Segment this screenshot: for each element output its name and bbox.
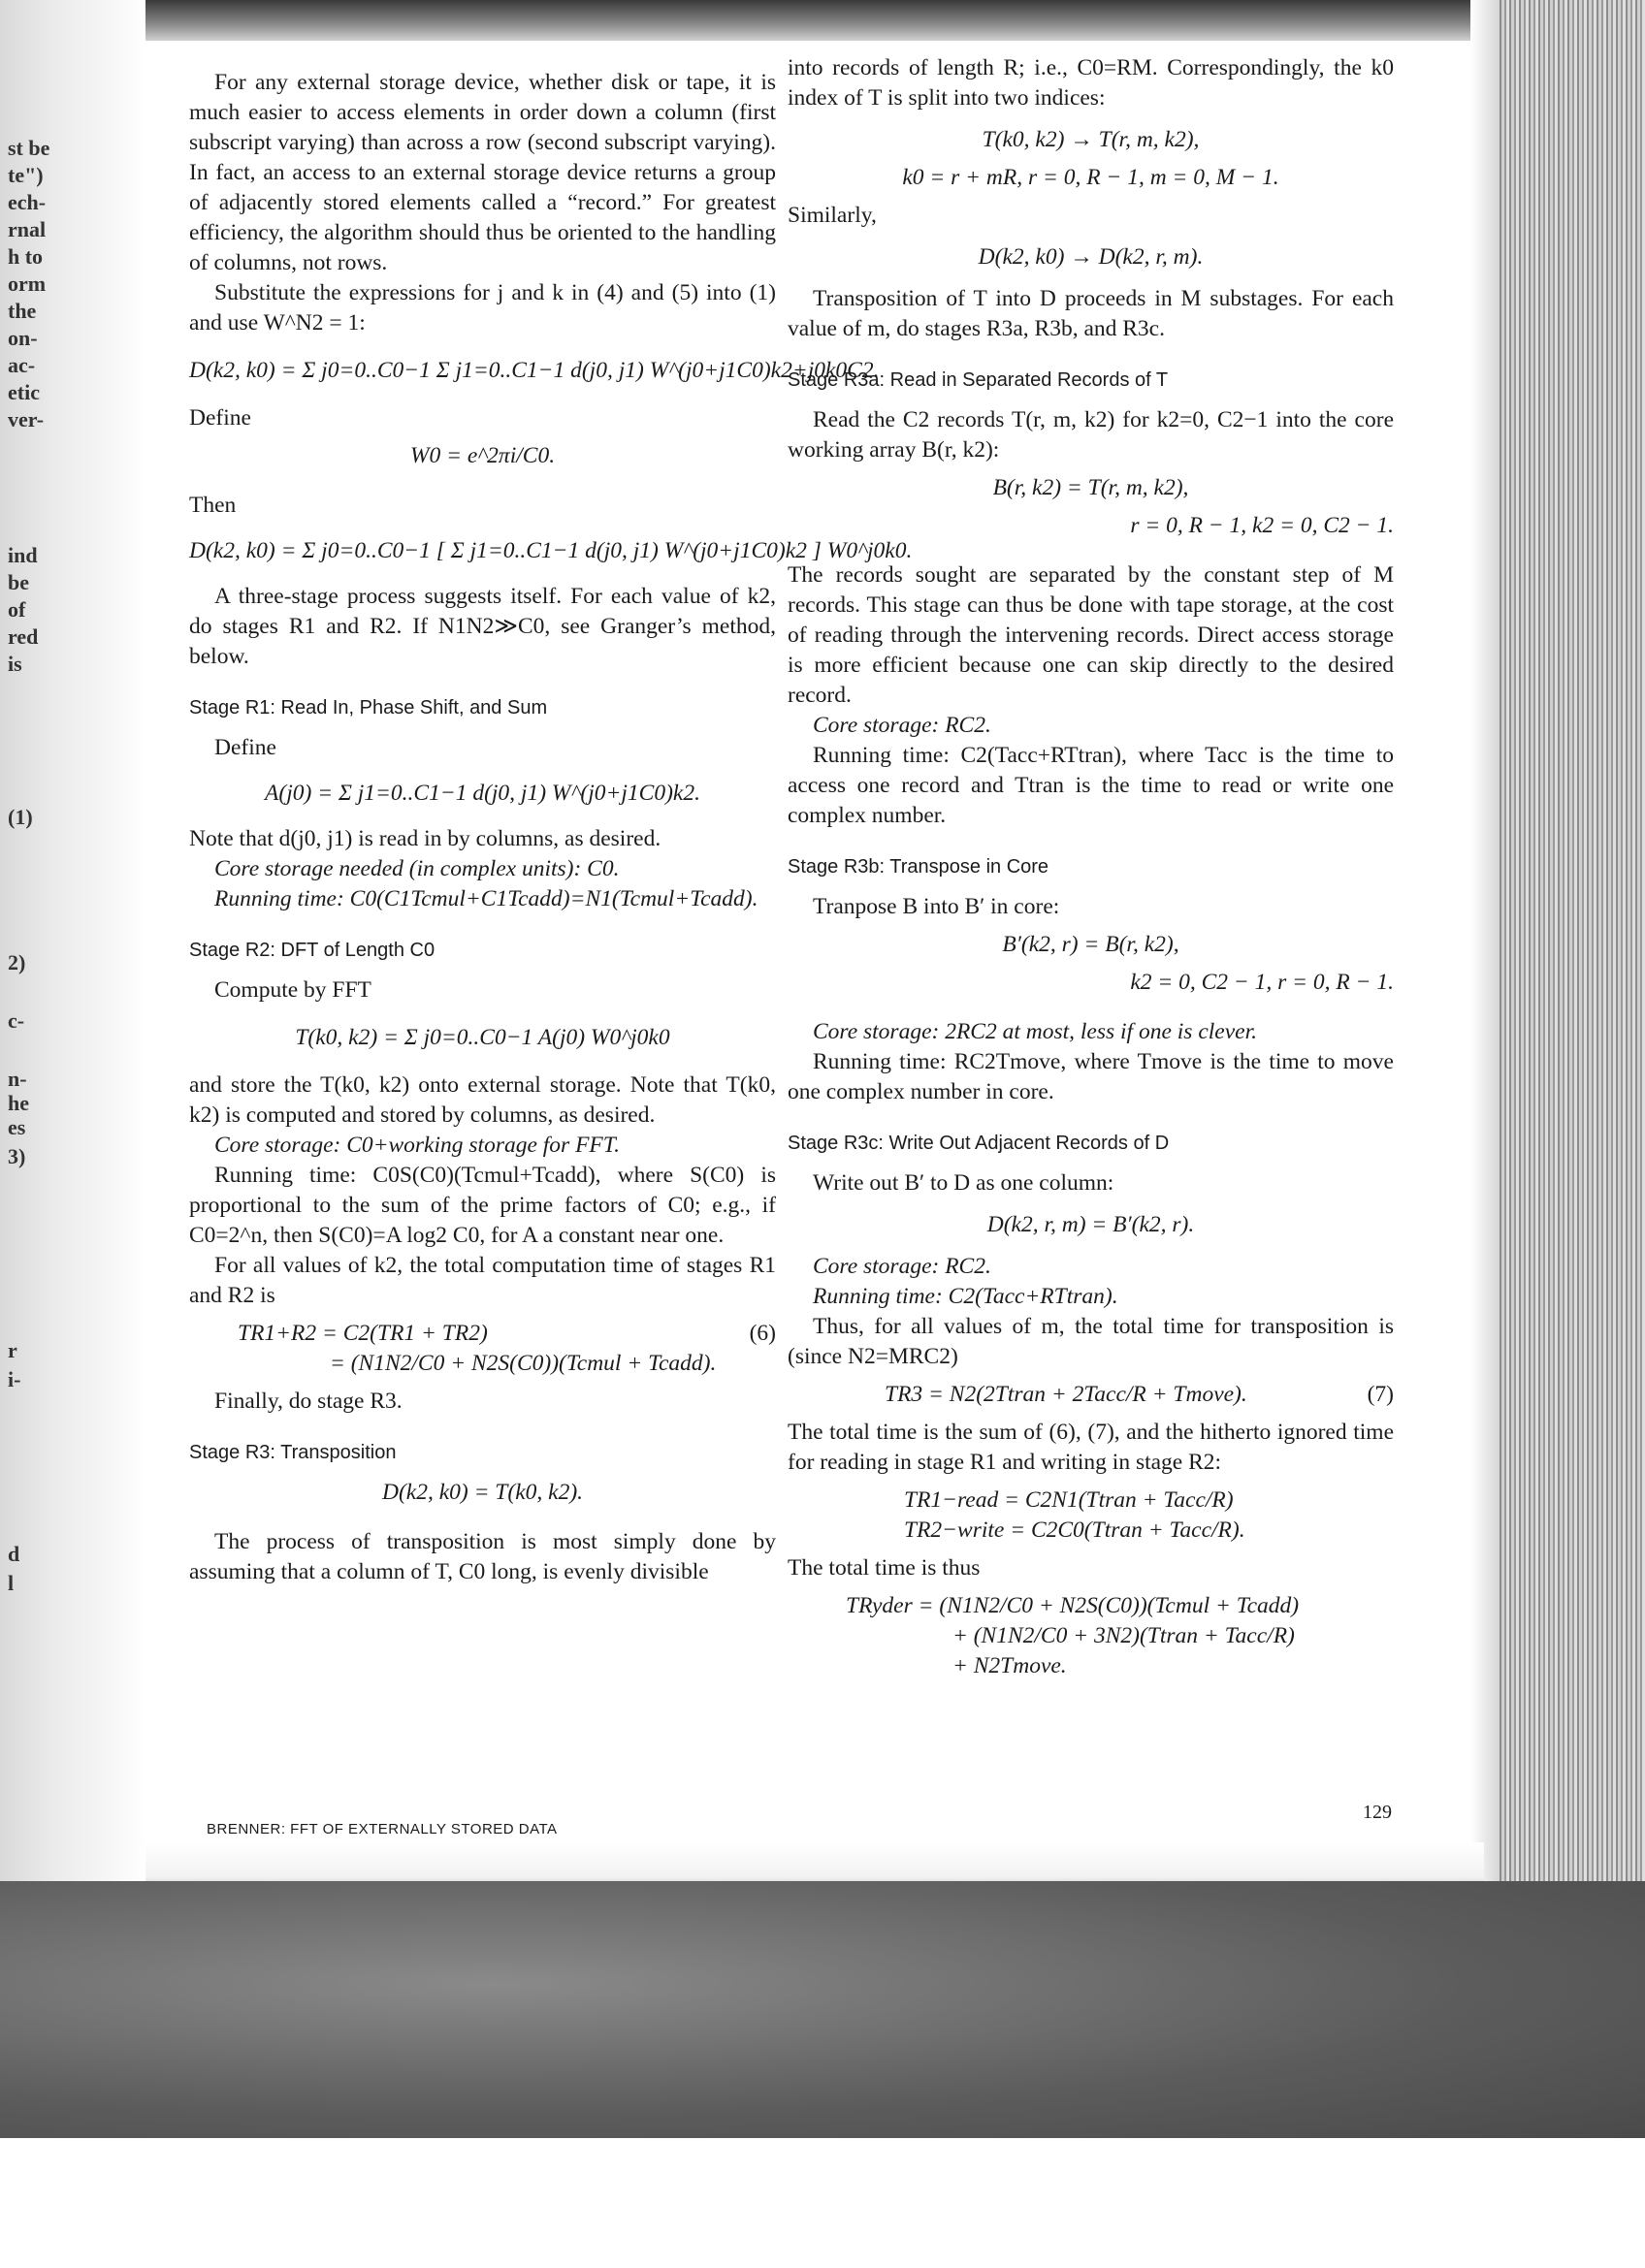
paragraph: Running time: C0S(C0)(Tcmul+Tcadd), where S(C0) is proportional to the sum of the prime factors of C0; e.g., if C0=2^n, then S(C0)=A log2 C0, for A a constant near one.: [189, 1163, 776, 1248]
paragraph: Similarly,: [788, 203, 877, 228]
equation: D(k2, k0) = T(k0, k2).: [381, 1480, 584, 1505]
margin-fragment: (1): [8, 805, 33, 829]
paragraph: Core storage: RC2.: [813, 713, 991, 738]
paragraph: Core storage: 2RC2 at most, less if one is clever.: [813, 1019, 1257, 1044]
equation: T(k0, k2) = Σ j0=0..C0−1 A(j0) W0^j0k0: [295, 1025, 670, 1050]
margin-fragment: etic: [8, 380, 40, 404]
equation: W0 = e^2πi/C0.: [409, 443, 556, 468]
margin-fragment: ind: [8, 543, 38, 567]
margin-fragment: he: [8, 1091, 29, 1115]
section-heading: Stage R3a: Read in Separated Records of T: [788, 369, 1169, 391]
margin-fragment: l: [8, 1571, 15, 1595]
page-number: 129: [1363, 1802, 1392, 1823]
equation: B(r, k2) = T(r, m, k2),: [992, 475, 1189, 500]
paragraph: and store the T(k0, k2) onto external storage. Note that T(k0, k2) is computed and stored by columns, as desired.: [189, 1072, 776, 1128]
equation: D(k2, r, m) = B′(k2, r).: [986, 1212, 1195, 1237]
margin-fragment: 2): [8, 950, 26, 974]
margin-fragment: be: [8, 570, 29, 594]
paragraph: Define: [214, 735, 276, 760]
margin-fragment: 3): [8, 1144, 26, 1168]
paragraph: Define: [189, 405, 251, 431]
margin-fragment: h to: [8, 244, 44, 269]
equation-block: [904, 1485, 1394, 1546]
equation: D(k2, k0) = Σ j0=0..C0−1 [ Σ j1=0..C1−1 d(j0, j1) W^(j0+j1C0)k2 ] W0^j0k0.: [189, 538, 913, 563]
equation: TRyder = (N1N2/C0 + N2S(C0))(Tcmul + Tcadd): [846, 1593, 1300, 1618]
paragraph: Then: [189, 493, 237, 518]
paragraph: Note that d(j0, j1) is read in by columns, as desired.: [189, 826, 661, 851]
equation: D(k2, k0) → D(k2, r, m).: [978, 244, 1204, 270]
equation: + (N1N2/C0 + 3N2)(Ttran + Tacc/R): [952, 1623, 1295, 1648]
paragraph: A three-stage process suggests itself. For each value of k2, do stages R1 and R2. If N1N2≫C0, see Granger’s method, below.: [189, 584, 776, 669]
margin-fragment: st be: [8, 136, 50, 160]
section-heading: Stage R2: DFT of Length C0: [189, 940, 435, 961]
paragraph: Thus, for all values of m, the total time for transposition is (since N2=MRC2): [788, 1314, 1394, 1369]
margin-fragment: c-: [8, 1008, 25, 1033]
running-head: BRENNER: FFT OF EXTERNALLY STORED DATA: [207, 1821, 558, 1837]
paragraph: The process of transposition is most simply done by assuming that a column of T, C0 long, is evenly divisible: [189, 1529, 776, 1584]
margin-fragment: on-: [8, 326, 38, 350]
margin-fragment: of: [8, 597, 26, 622]
margin-fragment: is: [8, 652, 22, 676]
paragraph: into records of length R; i.e., C0=RM. Correspondingly, the k0 index of T is split into two indices:: [788, 55, 1394, 111]
margin-fragment: ac-: [8, 353, 36, 377]
section-heading: Stage R1: Read In, Phase Shift, and Sum: [189, 697, 548, 719]
equation: B′(k2, r) = B(r, k2),: [1002, 932, 1179, 957]
paragraph: Substitute the expressions for j and k in (4) and (5) into (1) and use W^N2 = 1:: [189, 280, 776, 335]
equation-block: [238, 1319, 776, 1379]
paragraph: Compute by FFT: [214, 977, 371, 1003]
equation: = (N1N2/C0 + N2S(C0))(Tcmul + Tcadd).: [330, 1351, 717, 1376]
paragraph: For all values of k2, the total computation time of stages R1 and R2 is: [189, 1253, 776, 1308]
paragraph: Transposition of T into D proceeds in M substages. For each value of m, do stages R3a, R3b, and R3c.: [788, 286, 1394, 341]
equation-number: (7): [1367, 1382, 1394, 1407]
section-heading: Stage R3: Transposition: [189, 1442, 397, 1463]
equation: TR1+R2 = C2(TR1 + TR2): [238, 1321, 488, 1346]
margin-fragment: es: [8, 1115, 26, 1139]
scan-bottom-shadow: [0, 1881, 1645, 2138]
equation-block: [846, 1591, 1394, 1681]
margin-fragment: red: [8, 624, 39, 649]
paragraph: The total time is the sum of (6), (7), and the hitherto ignored time for reading in stage R1 and writing in stage R2:: [788, 1420, 1394, 1475]
equation: A(j0) = Σ j1=0..C1−1 d(j0, j1) W^(j0+j1C0)k2.: [265, 781, 700, 806]
margin-fragment: n-: [8, 1067, 27, 1091]
paragraph: Tranpose B into B′ in core:: [813, 894, 1060, 919]
scan-right-shade: [1470, 0, 1500, 1997]
margin-fragment: rnal: [8, 217, 47, 241]
equation: k2 = 0, C2 − 1, r = 0, R − 1.: [1130, 970, 1394, 995]
scan-top-shadow: [0, 0, 1645, 41]
paragraph: Core storage needed (in complex units): C0.: [214, 856, 620, 881]
equation: TR2−write = C2C0(Ttran + Tacc/R).: [904, 1517, 1245, 1543]
equation: D(k2, k0) = Σ j0=0..C0−1 Σ j1=0..C1−1 d(j0, j1) W^(j0+j1C0)k2+j0k0C2.: [189, 358, 880, 383]
equation: TR3 = N2(2Ttran + 2Tacc/R + Tmove).: [885, 1382, 1247, 1407]
margin-fragment: te"): [8, 163, 44, 187]
paragraph: Write out B′ to D as one column:: [813, 1170, 1114, 1196]
equation: T(k0, k2) → T(r, m, k2),: [982, 127, 1200, 152]
previous-page-fragments: [8, 136, 66, 1595]
equation: + N2Tmove.: [952, 1653, 1067, 1678]
paragraph: Running time: C2(Tacc+RTtran), where Tacc is the time to access one record and Ttran is the time to read or write one complex number.: [788, 743, 1394, 828]
paragraph: The total time is thus: [788, 1555, 981, 1581]
margin-fragment: i-: [8, 1367, 21, 1391]
paragraph: The records sought are separated by the constant step of M records. This stage can thus be done with tape storage, at the cost of reading through the intervening records. Direct access storage is more efficient because one can skip directly to the desired record.: [788, 562, 1394, 708]
paragraph: Running time: C2(Tacc+RTtran).: [813, 1284, 1118, 1309]
section-heading: Stage R3b: Transpose in Core: [788, 856, 1049, 878]
paragraph: For any external storage device, whether disk or tape, it is much easier to access elements in order down a column (first subscript varying) than across a row (second subscript varying). In fact, an access to an external storage device returns a group of adjacently stored elements called a “record.” For greatest efficiency, the algorithm should thus be oriented to the handling of columns, not rows.: [189, 70, 776, 275]
margin-fragment: ech-: [8, 190, 47, 214]
section-heading: Stage R3c: Write Out Adjacent Records of D: [788, 1133, 1170, 1154]
equation: r = 0, R − 1, k2 = 0, C2 − 1.: [1130, 513, 1394, 538]
right-column: [788, 53, 1394, 1689]
margin-fragment: orm: [8, 272, 47, 296]
paragraph: Core storage: RC2.: [813, 1254, 991, 1279]
margin-fragment: ver-: [8, 407, 45, 431]
margin-fragment: the: [8, 299, 37, 323]
equation: TR1−read = C2N1(Ttran + Tacc/R): [904, 1487, 1234, 1513]
scan-book-edge: [1500, 0, 1645, 1997]
paragraph: Read the C2 records T(r, m, k2) for k2=0, C2−1 into the core working array B(r, k2):: [788, 407, 1394, 463]
margin-fragment: r: [8, 1338, 17, 1362]
equation: k0 = r + mR, r = 0, R − 1, m = 0, M − 1.: [902, 165, 1279, 190]
paragraph: Core storage: C0+working storage for FFT.: [214, 1133, 620, 1158]
paragraph: Running time: RC2Tmove, where Tmove is the time to move one complex number in core.: [788, 1049, 1394, 1104]
margin-fragment: d: [8, 1542, 20, 1566]
equation-block: [885, 1380, 1394, 1410]
paragraph: Running time: C0(C1Tcmul+C1Tcadd)=N1(Tcmul+Tcadd).: [214, 886, 758, 911]
paragraph: Finally, do stage R3.: [214, 1389, 403, 1414]
equation-number: (6): [749, 1321, 776, 1346]
